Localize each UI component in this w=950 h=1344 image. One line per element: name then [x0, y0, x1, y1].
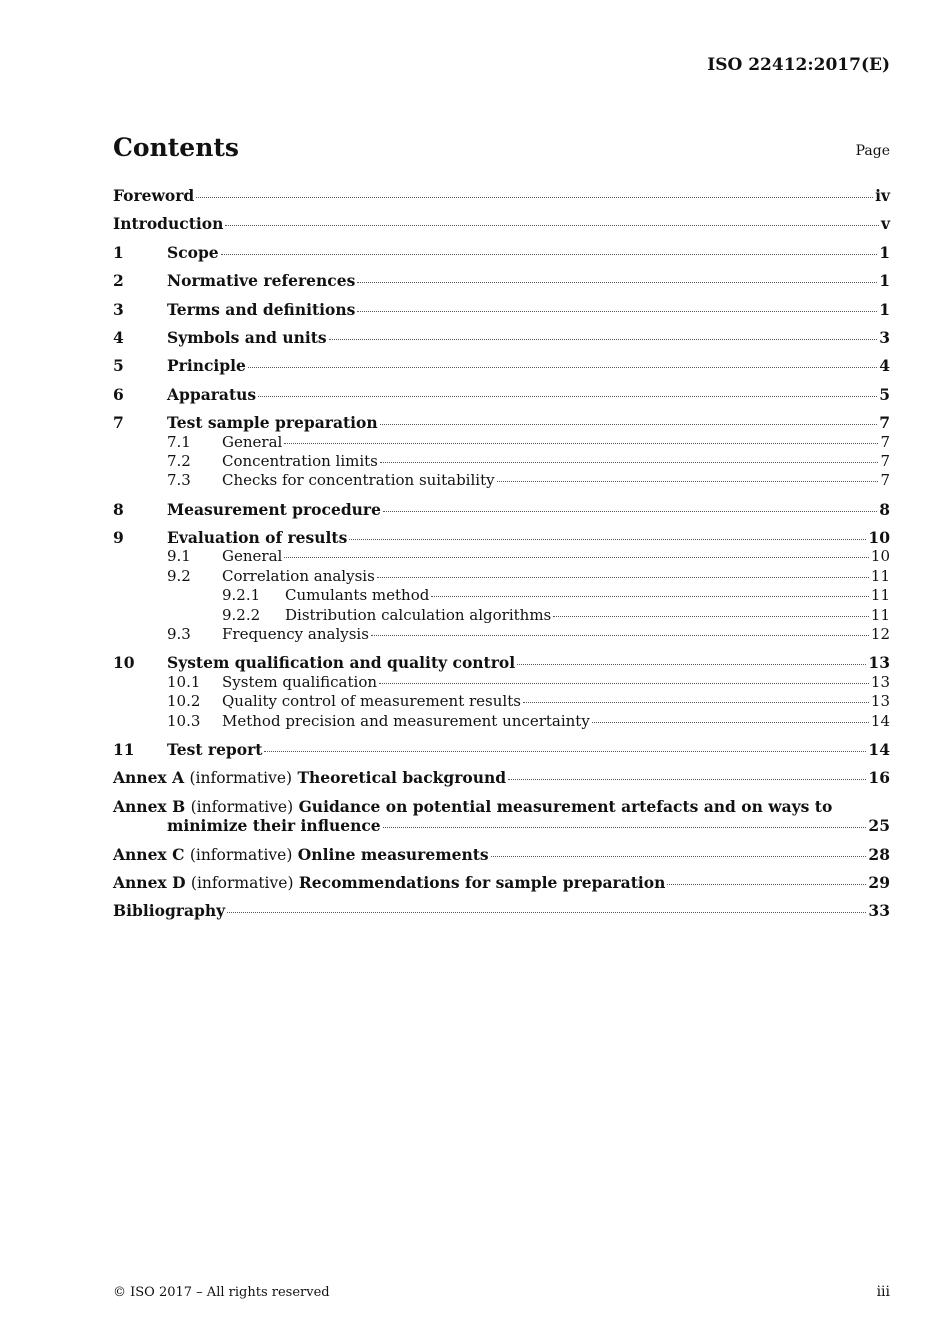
toc-entry-title: System qualification [222, 672, 378, 691]
toc-entry-number: 10.1 [167, 672, 201, 691]
toc-entry-number: 3 [113, 299, 124, 319]
toc-entry-title: Frequency analysis [222, 625, 369, 644]
page-column-label: Page [855, 143, 890, 159]
toc-entry-title: Concentration limits [222, 451, 378, 470]
toc-entry-number: 1 [113, 242, 124, 262]
toc-entry-number: 7.2 [167, 451, 191, 470]
toc-entry[interactable] [113, 328, 890, 347]
dot-leader [221, 253, 878, 255]
toc-entry[interactable] [113, 797, 890, 816]
toc-entry-title: Symbols and units [167, 327, 327, 347]
dot-leader [523, 701, 869, 703]
toc-entry-title: Terms and definitions [167, 299, 356, 319]
toc-entry-page: 11 [870, 586, 890, 605]
toc-entry[interactable] [113, 452, 890, 471]
toc-entry-number: 7.3 [167, 471, 191, 490]
toc-entry-title: Correlation analysis [222, 566, 375, 585]
dot-leader [258, 395, 877, 397]
toc-entry-number: 9 [113, 528, 124, 548]
toc-entry-page: 1 [879, 242, 890, 262]
toc-entry[interactable] [113, 768, 890, 787]
toc-entry[interactable] [113, 845, 890, 864]
toc-entry[interactable] [113, 606, 890, 625]
dot-leader [379, 682, 869, 684]
toc-entry-title: Test sample preparation [167, 413, 378, 433]
dot-leader [592, 721, 869, 723]
toc-entry-page: 25 [868, 816, 890, 836]
toc-entry-title: Apparatus [167, 384, 257, 404]
toc-entry[interactable] [113, 586, 890, 605]
dot-leader [380, 461, 879, 463]
annex-label: Annex B [113, 796, 186, 816]
toc-entry-number: 7 [113, 413, 124, 433]
toc-entry-number: 8 [113, 499, 124, 519]
annex-label: Annex D [113, 872, 186, 892]
dot-leader [517, 663, 866, 665]
dot-leader [380, 423, 878, 425]
toc-entry-number: 9.3 [167, 625, 191, 644]
toc-entry-title: General [222, 547, 283, 566]
toc-entry[interactable] [113, 653, 890, 672]
toc-entry-title: Principle [167, 356, 246, 376]
dot-leader [357, 310, 877, 312]
table-of-contents [113, 186, 890, 921]
annex-label: Annex A [113, 768, 185, 788]
toc-entry-title: Measurement procedure [167, 499, 381, 519]
dot-leader [383, 826, 867, 828]
toc-entry-page: 12 [870, 625, 890, 644]
toc-entry-title: Distribution calculation algorithms [285, 605, 552, 624]
contents-heading: Contents [113, 133, 240, 162]
toc-entry[interactable] [113, 356, 890, 375]
toc-entry-title: Cumulants method [285, 586, 430, 605]
toc-entry[interactable] [113, 712, 890, 731]
page-number: iii [876, 1284, 890, 1300]
annex-label: Annex C [113, 844, 185, 864]
toc-entry-number: 11 [113, 739, 135, 759]
toc-entry-number: 4 [113, 327, 124, 347]
toc-entry-page: 10 [868, 528, 890, 548]
toc-entry[interactable] [113, 547, 890, 566]
dot-leader [553, 615, 869, 617]
toc-entry-page: 7 [880, 451, 890, 470]
toc-entry-page: 16 [868, 768, 890, 788]
toc-entry-page: 28 [868, 844, 890, 864]
dot-leader [284, 556, 869, 558]
annex-title: Online measurements [297, 844, 489, 864]
dot-leader [349, 538, 866, 540]
toc-entry-title: Introduction [113, 214, 224, 234]
toc-entry-number: 5 [113, 356, 124, 376]
toc-entry-number: 6 [113, 384, 124, 404]
toc-entry-title: Test report [167, 739, 263, 759]
toc-entry-number: 10 [113, 653, 135, 673]
toc-entry-title: Checks for concentration suitability [222, 471, 495, 490]
toc-entry[interactable] [113, 901, 890, 920]
toc-entry-title: Scope [167, 242, 219, 262]
toc-entry-page: 14 [870, 711, 890, 730]
toc-entry-page: iv [875, 186, 890, 205]
toc-entry[interactable] [113, 528, 890, 547]
dot-leader [383, 510, 877, 512]
toc-entry-page: 14 [868, 739, 890, 759]
toc-entry-title [113, 797, 832, 817]
dot-leader [225, 224, 879, 226]
toc-entry[interactable] [113, 567, 890, 586]
toc-entry[interactable] [113, 625, 890, 644]
toc-entry-page: 13 [868, 653, 890, 673]
toc-entry-title: Method precision and measurement uncertainty [222, 711, 590, 730]
dot-leader [227, 911, 866, 913]
toc-entry-page: 13 [870, 672, 890, 691]
toc-entry-title: Evaluation of results [167, 528, 348, 548]
toc-entry-number: 9.2.2 [222, 605, 261, 624]
annex-informative: (informative) [189, 845, 293, 864]
toc-entry-continuation[interactable] [113, 816, 890, 835]
annex-title: Recommendations for sample preparation [298, 872, 666, 892]
dot-leader [196, 196, 873, 198]
copyright-notice: © ISO 2017 – All rights reserved [113, 1285, 330, 1300]
dot-leader [491, 855, 867, 857]
toc-entry[interactable] [113, 271, 890, 290]
toc-entry-title: System qualification and quality control [167, 653, 516, 673]
toc-entry-number: 9.2 [167, 566, 191, 585]
toc-entry-page: 1 [879, 271, 890, 291]
toc-entry[interactable] [113, 186, 890, 205]
toc-entry-title: Foreword [113, 186, 195, 205]
toc-entry-page: 8 [879, 499, 890, 519]
dot-leader [431, 595, 869, 597]
toc-entry[interactable] [113, 740, 890, 759]
toc-entry[interactable] [113, 413, 890, 432]
dot-leader [329, 338, 878, 340]
toc-entry-page: 33 [868, 901, 890, 921]
standard-identifier: ISO 22412:2017(E) [707, 55, 890, 75]
toc-entry-page: 7 [880, 471, 890, 490]
toc-entry[interactable] [113, 243, 890, 262]
toc-entry[interactable] [113, 214, 890, 233]
toc-entry-number: 7.1 [167, 432, 191, 451]
toc-entry-page: 29 [868, 872, 890, 892]
annex-title: Guidance on potential measurement artefacts and on ways to [298, 796, 833, 816]
toc-entry[interactable] [113, 433, 890, 452]
toc-entry-page: 7 [880, 432, 890, 451]
toc-entry-number: 10.3 [167, 711, 201, 730]
toc-entry-page: 11 [870, 566, 890, 585]
annex-informative: (informative) [189, 769, 293, 788]
toc-entry[interactable] [113, 385, 890, 404]
toc-entry-page: 10 [870, 547, 890, 566]
toc-entry-page: 7 [879, 413, 890, 433]
toc-entry[interactable] [113, 471, 890, 490]
toc-entry-page: 13 [870, 692, 890, 711]
dot-leader [357, 281, 877, 283]
toc-entry-title [113, 845, 489, 865]
dot-leader [284, 442, 878, 444]
toc-entry-page: 4 [879, 356, 890, 376]
dot-leader [371, 634, 869, 636]
toc-entry-title [113, 873, 665, 893]
annex-title: Theoretical background [297, 768, 507, 788]
toc-entry-title: General [222, 432, 283, 451]
toc-entry-page: 3 [879, 327, 890, 347]
dot-leader [248, 366, 877, 368]
annex-informative: (informative) [190, 873, 294, 892]
toc-entry-page: 1 [879, 299, 890, 319]
toc-entry-page: 5 [879, 384, 890, 404]
dot-leader [497, 480, 879, 482]
annex-informative: (informative) [190, 797, 294, 816]
toc-entry-title [113, 768, 506, 788]
toc-entry-number: 9.1 [167, 547, 191, 566]
toc-entry-title: Normative references [167, 271, 356, 291]
toc-entry[interactable] [113, 692, 890, 711]
toc-entry-page: v [880, 214, 890, 234]
toc-entry-number: 2 [113, 271, 124, 291]
toc-entry[interactable] [113, 500, 890, 519]
dot-leader [667, 883, 866, 885]
toc-entry-title: Bibliography [113, 901, 226, 921]
toc-entry[interactable] [113, 873, 890, 892]
toc-entry-number: 9.2.1 [222, 586, 261, 605]
toc-entry[interactable] [113, 673, 890, 692]
dot-leader [508, 778, 866, 780]
toc-entry-page: 11 [870, 605, 890, 624]
toc-entry-title: Quality control of measurement results [222, 692, 521, 711]
toc-entry-title-cont: minimize their influence [167, 816, 381, 836]
dot-leader [264, 750, 866, 752]
toc-entry[interactable] [113, 300, 890, 319]
toc-entry-number: 10.2 [167, 692, 201, 711]
dot-leader [377, 576, 869, 578]
